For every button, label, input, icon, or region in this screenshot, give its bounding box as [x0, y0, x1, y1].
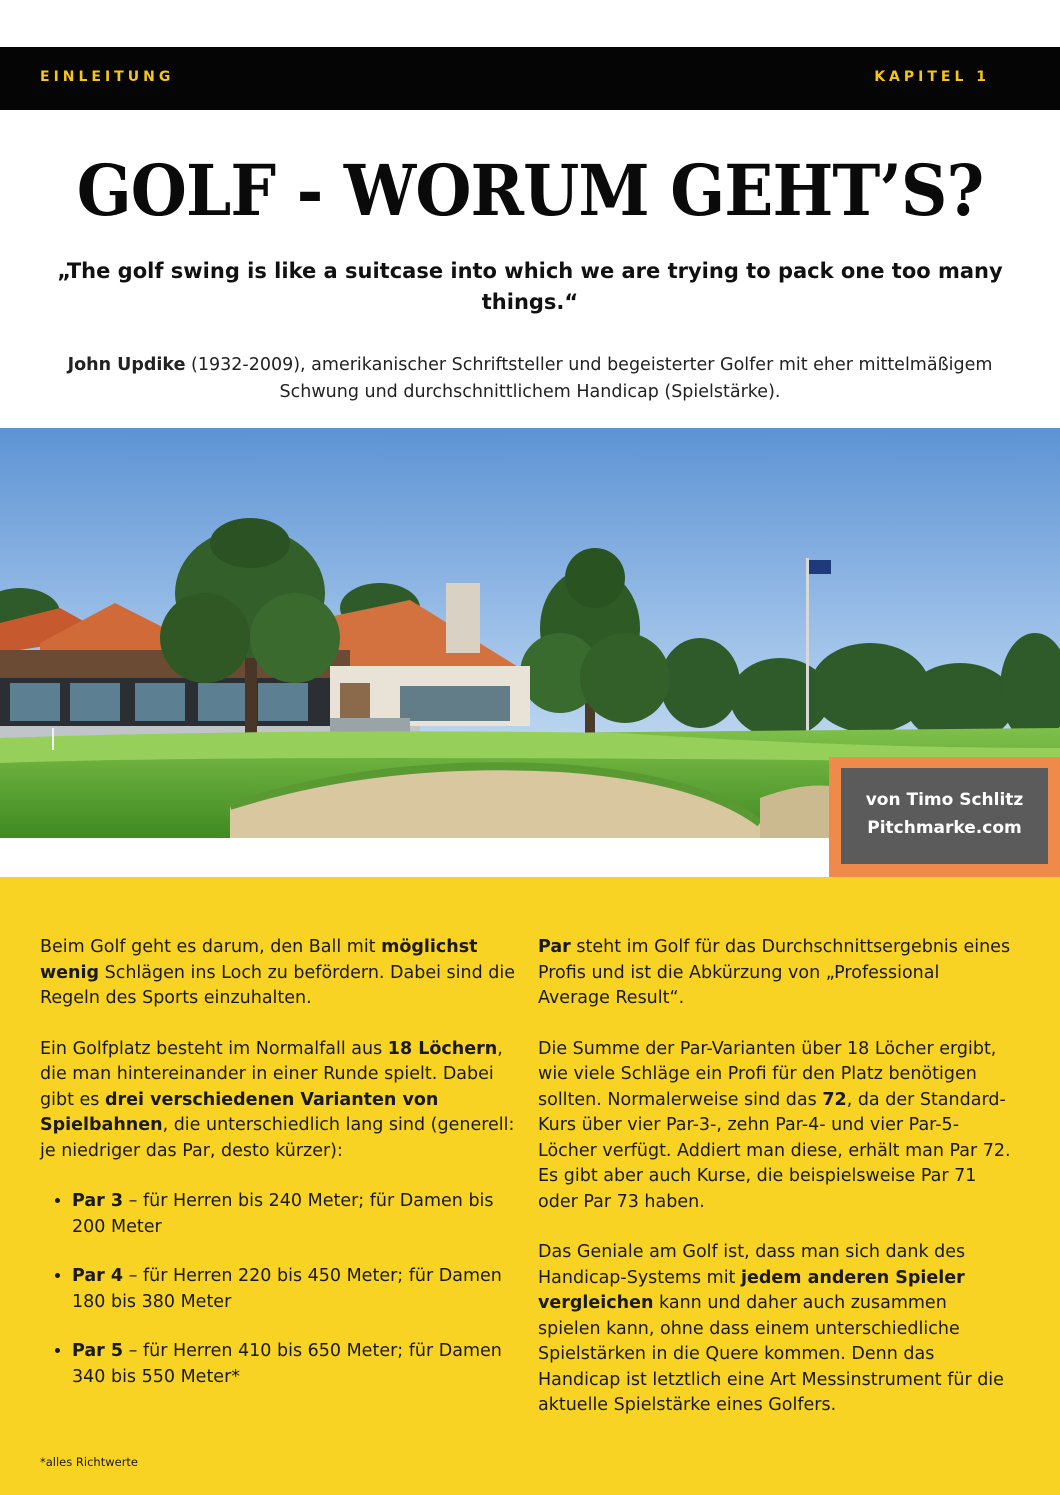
text: Das Geniale am Golf ist, dass man sich dank des Handicap-Systems mit	[538, 1242, 966, 1288]
list-item-text: – für Herren 220 bis 450 Meter; für Damen 180 bis 380 Meter	[72, 1266, 502, 1312]
text: , die man hintereinander in einer Runde spielt. Dabei gibt es	[40, 1038, 503, 1110]
list-item	[72, 1264, 515, 1315]
right-column	[538, 935, 1013, 1444]
text: Ein Golfplatz besteht im Normalfall aus	[40, 1038, 388, 1059]
page-title: GOLF - WORUM GEHT’S?	[76, 149, 984, 232]
emphasis: jedem anderen Spieler vergleichen	[538, 1267, 965, 1313]
text: , da der Standard-Kurs über vier Par-3-, zehn Par-4- und vier Par-5-Löcher verfügt. Addiert man diese, erhält man Par 72. Es gibt aber auch Kurse, die beispielsweise Par 71 oder Par 73 haben.	[538, 1089, 1011, 1212]
section-label: EINLEITUNG	[40, 69, 175, 85]
author-description: (1932-2009), amerikanischer Schriftsteller und begeisterter Golfer mit eher mittelmäßigem Schwung und durchschnittlichem Handicap (Spielstärke).	[185, 355, 993, 402]
quote: „The golf swing is like a suitcase into which we are trying to pack one too many things.“	[57, 259, 1003, 314]
quote-attribution	[60, 352, 1000, 406]
emphasis: möglichst wenig	[40, 937, 478, 983]
list-item-text: – für Herren 410 bis 650 Meter; für Damen 340 bis 550 Meter*	[72, 1341, 502, 1387]
author-credit-frame	[829, 757, 1060, 877]
paragraph	[40, 935, 515, 1012]
paragraph	[538, 1240, 1013, 1419]
author-credit-site: Pitchmarke.com	[867, 818, 1022, 838]
left-column	[40, 935, 515, 1414]
list-item	[72, 1189, 515, 1240]
text: , die unterschiedlich lang sind (generell: je niedriger das Par, desto kürzer):	[40, 1115, 515, 1161]
paragraph	[538, 1037, 1013, 1216]
text: steht im Golf für das Durchschnittsergebnis eines Profis und ist die Abkürzung von „Professional Average Result“.	[538, 937, 1011, 1008]
list-item-text: – für Herren bis 240 Meter; für Damen bis 200 Meter	[72, 1191, 494, 1237]
paragraph	[40, 1037, 515, 1165]
author-credit-name: von Timo Schlitz	[865, 790, 1024, 810]
author-credit	[841, 768, 1048, 864]
list-item-label: Par 4	[72, 1266, 124, 1286]
text: Schlägen ins Loch zu befördern. Dabei sind die Regeln des Sports einzuhalten.	[40, 962, 516, 1008]
list-item-label: Par 5	[72, 1341, 124, 1361]
text: Beim Golf geht es darum, den Ball mit	[40, 937, 382, 957]
list-item	[72, 1339, 515, 1390]
body-section	[0, 877, 1060, 1495]
emphasis: 18 Löchern	[387, 1038, 498, 1059]
paragraph	[538, 935, 1013, 1012]
text: kann und daher auch zusammen spielen kann, ohne dass einem unterschiedliche Spielstärken in die Quere kommen. Denn das Handicap ist letztlich eine Art Messinstrument für die aktuelle Spielstärke eines Golfers.	[538, 1293, 1004, 1415]
emphasis: Par	[538, 937, 571, 957]
text: Die Summe der Par-Varianten über 18 Löcher ergibt, wie viele Schläge ein Profi für den Platz benötigen sollten. Normalerweise sind das	[538, 1038, 997, 1110]
list-item-label: Par 3	[72, 1191, 124, 1211]
footnote: *alles Richtwerte	[40, 1455, 139, 1469]
emphasis: 72	[822, 1089, 847, 1110]
chapter-header-bar	[0, 47, 1060, 110]
emphasis: drei verschiedenen Varianten von Spielbahnen	[40, 1089, 439, 1135]
chapter-label: KAPITEL 1	[874, 69, 990, 85]
author-name: John Updike	[67, 355, 186, 375]
par-list	[40, 1189, 515, 1390]
